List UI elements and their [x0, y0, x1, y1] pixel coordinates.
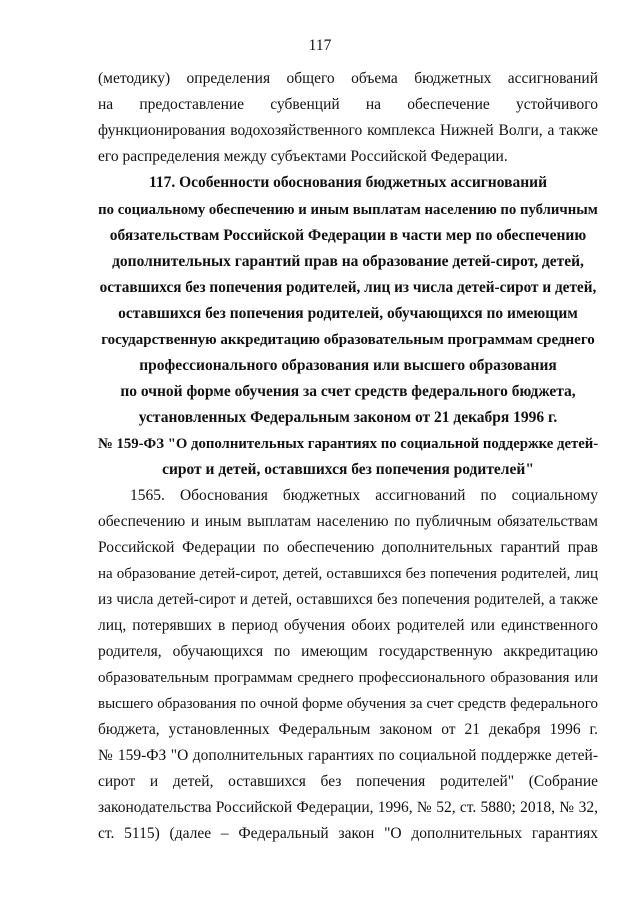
body-line-9: высшего образования по очной форме обучения за счет средств федерального: [98, 696, 598, 712]
intro-line-1: (методику) определения общего объема бюджетных ассигнований: [98, 70, 598, 87]
section-heading-line-7: государственную аккредитацию образовательным программам среднего: [101, 332, 595, 348]
body-line-1: 1565. Обоснования бюджетных ассигнований по социальному: [130, 487, 598, 504]
section-heading-line-1: 117. Особенности обоснования бюджетных ассигнований: [148, 174, 548, 191]
body-line-13: законодательства Российской Федерации, 1996, № 52, ст. 5880; 2018, № 32,: [98, 799, 598, 816]
section-heading-line-11: № 159-ФЗ "О дополнительных гарантиях по социальной поддержке детей-: [98, 436, 599, 452]
body-line-5: из числа детей-сирот и детей, оставшихся без попечения родителей, а также: [98, 591, 598, 608]
body-line-3: Российской Федерации по обеспечению дополнительных гарантий прав: [98, 539, 598, 556]
intro-line-3: функционирования водохозяйственного комплекса Нижней Волги, а также: [98, 122, 598, 139]
intro-line-2: на предоставление субвенций на обеспечение устойчивого: [98, 96, 598, 113]
section-heading-line-3: обязательствам Российской Федерации в части мер по обеспечению: [109, 227, 587, 244]
body-line-10: бюджета, установленных Федеральным законом от 21 декабря 1996 г.: [98, 721, 598, 738]
page-number: 117: [308, 37, 332, 54]
section-heading-line-5: оставшихся без попечения родителей, лиц из числа детей-сирот и детей,: [99, 279, 597, 296]
section-heading-line-9: по очной форме обучения за счет средств федерального бюджета,: [120, 383, 576, 400]
section-heading-line-6: оставшихся без попечения родителей, обучающихся по имеющим: [118, 305, 578, 322]
body-line-12: сирот и детей, оставшихся без попечения родителей" (Собрание: [98, 773, 598, 790]
body-line-8: образовательным программам среднего профессионального образования или: [98, 670, 598, 686]
body-line-6: лиц, потерявших в период обучения обоих родителей или единственного: [98, 617, 598, 634]
body-line-14: ст. 5115) (далее – Федеральный закон "О дополнительных гарантиях: [98, 825, 598, 842]
section-heading-line-12: сирот и детей, оставшихся без попечения родителей": [162, 461, 534, 478]
body-line-11: № 159-ФЗ "О дополнительных гарантиях по социальной поддержке детей-: [98, 747, 598, 764]
body-line-2: обеспечению и иным выплатам населению по публичным обязательствам: [98, 513, 598, 530]
section-heading-line-10: установленных Федеральным законом от 21 декабря 1996 г.: [138, 409, 558, 426]
body-line-4: на образование детей-сирот, детей, оставшихся без попечения родителей, лиц: [98, 566, 598, 582]
section-heading-line-4: дополнительных гарантий прав на образование детей-сирот, детей,: [112, 253, 584, 270]
section-heading-line-8: профессионального образования или высшего образования: [139, 357, 557, 374]
intro-line-4: его распределения между субъектами Российской Федерации.: [98, 148, 508, 165]
section-heading-line-2: по социальному обеспечению и иным выплатам населению по публичным: [98, 202, 598, 218]
body-line-7: родителя, обучающихся по имеющим государственную аккредитацию: [98, 643, 598, 660]
